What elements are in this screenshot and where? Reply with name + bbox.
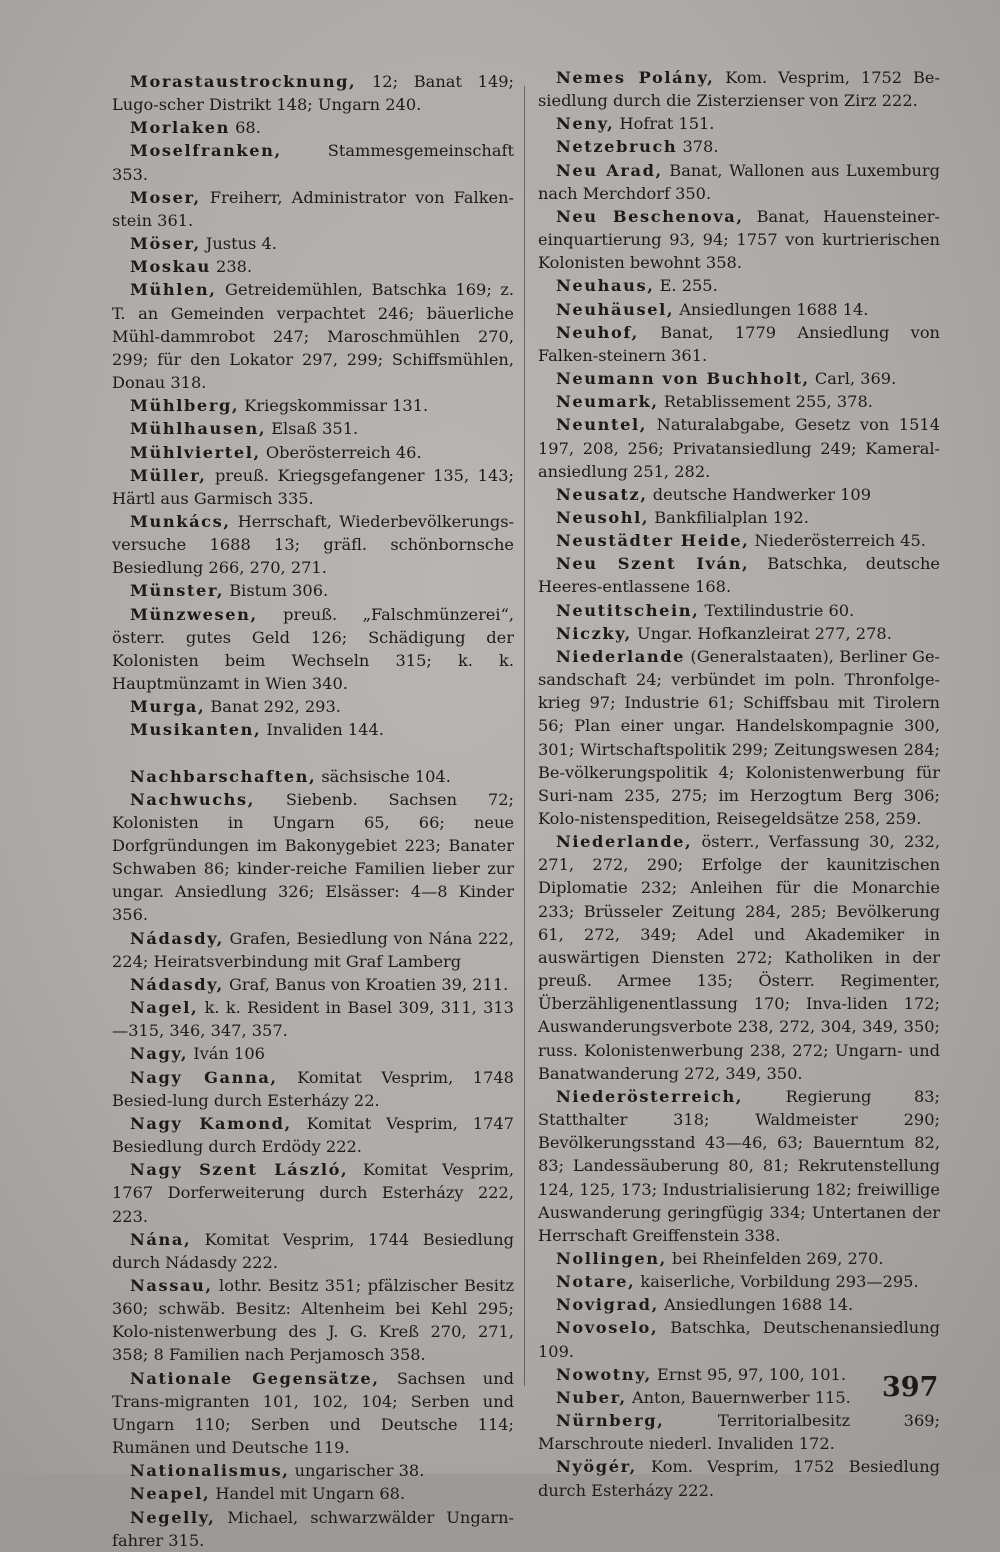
index-entry (112, 1367, 514, 1460)
entry-keyword: Nagy, (130, 1044, 189, 1064)
entry-keyword: Moskau (130, 257, 211, 277)
entry-details: Komitat Vesprim, 1767 Dorferweiterung durch Esterházy 222, 223. (112, 1160, 514, 1226)
index-entry (538, 1409, 940, 1455)
entry-keyword: Mühlviertel, (130, 442, 261, 462)
entry-keyword: Neusatz, (556, 484, 648, 504)
entry-keyword: Neustädter Heide, (556, 531, 750, 551)
right-column (538, 66, 940, 1502)
entry-keyword: Munkács, (130, 511, 231, 531)
index-entry (112, 464, 514, 510)
entry-details: 238. (210, 257, 253, 277)
index-entry (112, 1459, 514, 1482)
index-entry (112, 1112, 514, 1158)
entry-details: Textilindustrie 60. (699, 600, 855, 620)
entry-keyword: Nürnberg, (556, 1411, 665, 1431)
entry-details: Niederösterreich 45. (749, 531, 926, 551)
entry-details: Kom. Vesprim, 1752 Besiedlung durch Esterházy 222. (538, 1457, 940, 1500)
index-entry (538, 321, 940, 367)
index-entry (538, 1316, 940, 1362)
index-entry (112, 116, 514, 139)
entry-details: Anton, Bauernwerber 115. (626, 1387, 851, 1407)
index-entry (112, 1228, 514, 1274)
entry-keyword: Neumark, (556, 392, 659, 412)
index-entry (538, 135, 940, 158)
entry-keyword: Notare, (556, 1272, 636, 1292)
entry-details: Komitat Vesprim, 1747 Besiedlung durch Erdödy 222. (112, 1113, 514, 1157)
entry-details: deutsche Handwerker 109 (647, 484, 872, 504)
entry-keyword: Morlaken (130, 118, 230, 138)
column-divider (524, 86, 525, 1386)
entry-keyword: Neumann von Buchholt, (556, 369, 810, 389)
entry-keyword: Nádasdy, (130, 928, 224, 948)
entry-keyword: Nuber, (556, 1387, 627, 1407)
entry-keyword: Neutitschein, (556, 600, 700, 620)
entry-keyword: Neuntel, (556, 415, 647, 435)
index-entry (538, 622, 940, 645)
entry-keyword: Nána, (130, 1229, 192, 1249)
entry-details: Carl, 369. (809, 369, 897, 389)
entry-details: Banat, Wallonen aus Luxemburg nach Merchdorf 350. (538, 160, 940, 203)
entry-details: Naturalabgabe, Gesetz von 1514 197, 208, 256; Privatansiedlung 249; Kameral-ansiedlung 251, 282. (538, 415, 940, 481)
entry-details: Getreidemühlen, Batschka 169; z. T. an Gemeinden verpachtet 246; bäuerliche Mühl-dammrobot 247; Maroschmühlen 270, 299; für den Lokator 297, 299; Schiffsmühlen, Donau 318. (112, 280, 514, 393)
entry-details: Herrschaft, Wiederbevölkerungs-versuche 1688 13; gräfl. schönbornsche Besiedlung 266, 270, 271. (112, 511, 514, 578)
entry-keyword: Nagy Szent László, (130, 1160, 349, 1180)
entry-keyword: Neuhof, (556, 322, 639, 342)
index-entry (538, 645, 940, 830)
entry-keyword: Nowotny, (556, 1364, 652, 1384)
entry-keyword: Negelly, (130, 1507, 216, 1527)
entry-details: Batschka, Deutschenansiedlung 109. (538, 1318, 940, 1361)
index-entry (112, 927, 514, 973)
entry-keyword: Nassau, (130, 1275, 213, 1295)
index-entry (112, 603, 514, 696)
entry-details: Retablissement 255, 378. (658, 392, 873, 412)
entry-keyword: Nádasdy, (130, 974, 224, 994)
entry-details: Komitat Vesprim, 1748 Besied-lung durch Esterházy 22. (112, 1067, 514, 1110)
index-entry (538, 1085, 940, 1247)
entry-details: Ernst 95, 97, 100, 101. (651, 1364, 846, 1384)
entry-details: Ansiedlungen 1688 14. (674, 299, 869, 319)
index-entry (538, 413, 940, 482)
entry-details: k. k. Resident in Basel 309, 311, 313—315, 346, 347, 357. (112, 998, 514, 1041)
entry-details: Invaliden 144. (261, 720, 384, 740)
index-entry (112, 1482, 514, 1505)
index-entry (112, 1158, 514, 1227)
entry-details: Iván 106 (188, 1044, 265, 1064)
entry-keyword: Moser, (130, 187, 201, 207)
entry-keyword: Münzwesen, (130, 604, 258, 624)
entry-details: Banat 292, 293. (205, 697, 341, 717)
entry-details: Siebenb. Sachsen 72; Kolonisten in Ungarn 65, 66; neue Dorfgründungen im Bakonygebiet 223; Banater Schwaben 86; kinder-reiche Familien lieber zur ungar. Ansiedlung 326; Elsässer: 4—8 Kinder 356. (112, 789, 514, 925)
index-entry (538, 1247, 940, 1270)
entry-details: (Generalstaaten), Berliner Ge-sandschaft 24; verbündet im poln. Thronfolge-krieg 97; Industrie 61; Schiffsbau mit Tirolern 56; Plan einer ungar. Handelskompagnie 300, 301; Wirtschaftspolitik 299; Zeitungswesen 284; Be-völkerungspolitik 4; Kolonistenwerbung für Suri-nam 235, 275; im Herzogtum Berg 306; Kolo-nistenspedition, Reisegeldsätze 258, 259. (538, 646, 940, 828)
index-entry (538, 390, 940, 413)
index-entry (538, 1363, 940, 1386)
index-entry (538, 1270, 940, 1293)
index-entry (538, 112, 940, 135)
index-entry (538, 506, 940, 529)
entry-details: Komitat Vesprim, 1744 Besiedlung durch Nádasdy 222. (112, 1229, 514, 1272)
entry-keyword: Neny, (556, 114, 615, 134)
entry-details: bei Rheinfelden 269, 270. (666, 1248, 884, 1268)
entry-details: Sachsen und Trans-migranten 101, 102, 104; Serben und Ungarn 110; Serben und Deutsche 114; Rumänen und Deutsche 119. (112, 1368, 514, 1458)
entry-keyword: Mühlberg, (130, 396, 240, 416)
entry-details: preuß. Kriegsgefangener 135, 143; Härtl aus Garmisch 335. (112, 465, 514, 508)
entry-keyword: Niczky, (556, 623, 632, 643)
entry-details: kaiserliche, Vorbildung 293—295. (635, 1272, 919, 1292)
index-entry (112, 510, 514, 579)
index-entry (112, 186, 514, 232)
entry-details: ungarischer 38. (289, 1461, 425, 1481)
entry-keyword: Neu Beschenova, (556, 206, 744, 226)
index-entry (538, 1293, 940, 1316)
entry-keyword: Nationalismus, (130, 1461, 290, 1481)
entry-details: österr., Verfassung 30, 232, 271, 272, 290; Erfolge der kaunitzischen Diplomatie 232; Anleihen für die Monarchie 233; Brüsseler Zeitung 284, 285; Bevölkerung 61, 272, 349; Adel und Akademiker in auswärtigen Diensten 272; Katholiken in der preuß. Armee 135; Österr. Regimenter, Überzähligenentlassung 170; Inva-liden 172; Auswanderungsverbote 238, 272, 304, 349, 350; russ. Kolonistenwerbung 238, 272; Ungarn- und Banatwanderung 272, 349, 350. (538, 832, 940, 1083)
entry-keyword: Neuhaus, (556, 276, 655, 296)
index-entry (538, 1386, 940, 1409)
entry-details: Elsaß 351. (266, 419, 359, 439)
entry-details: 12; Banat 149; Lugo-scher Distrikt 148; Ungarn 240. (112, 72, 514, 115)
index-entry (112, 1506, 514, 1552)
entry-details: Territorialbesitz 369; Marschroute niederl. Invaliden 172. (538, 1411, 940, 1454)
entry-keyword: Niederlande, (556, 832, 693, 852)
entry-details: Bistum 306. (224, 581, 329, 601)
index-entry (112, 278, 514, 394)
entry-keyword: Nachbarschaften, (130, 766, 317, 786)
entry-keyword: Neuhäusel, (556, 299, 675, 319)
entry-details: Stammesgemeinschaft 353. (112, 141, 514, 184)
index-entry (538, 599, 940, 622)
index-entry (112, 417, 514, 440)
entry-keyword: Niederösterreich, (556, 1086, 744, 1106)
entry-details: Handel mit Ungarn 68. (210, 1484, 406, 1504)
index-entry (112, 765, 514, 788)
index-entry (112, 1066, 514, 1112)
entry-details: Ungar. Hofkanzleirat 277, 278. (631, 623, 892, 643)
entry-details: 378. (677, 137, 719, 157)
entry-details: Bankfilialplan 192. (649, 507, 809, 527)
entry-details: Freiherr, Administrator von Falken-stein 361. (112, 187, 514, 230)
entry-details: sächsische 104. (316, 766, 451, 786)
index-entry (112, 996, 514, 1042)
left-column (112, 70, 514, 1552)
index-entry (112, 579, 514, 602)
entry-keyword: Netzebruch (556, 137, 678, 157)
entry-details: Ansiedlungen 1688 14. (658, 1295, 854, 1315)
entry-keyword: Münster, (130, 581, 225, 601)
entry-details: lothr. Besitz 351; pfälzischer Besitz 360; schwäb. Besitz: Altenheim bei Kehl 295; Kolo-nistenwerbung des J. G. Kreß 270, 271, 358; 8 Familien nach Perjamosch 358. (112, 1275, 514, 1365)
entry-keyword: Nagy Kamond, (130, 1113, 292, 1133)
index-entry (538, 367, 940, 390)
entry-keyword: Nemes Polány, (556, 68, 715, 87)
entry-keyword: Nationale Gegensätze, (130, 1368, 380, 1388)
entry-keyword: Neapel, (130, 1484, 211, 1504)
index-entry (538, 1455, 940, 1501)
entry-keyword: Nachwuchs, (130, 789, 255, 809)
entry-keyword: Morastaustrocknung, (130, 72, 357, 91)
entry-details: Oberösterreich 46. (260, 442, 422, 462)
entry-keyword: Novoselo, (556, 1318, 659, 1338)
entry-keyword: Neu Szent Iván, (556, 554, 750, 574)
entry-details: Graf, Banus von Kroatien 39, 211. (223, 974, 509, 994)
entry-keyword: Murga, (130, 697, 206, 717)
index-entry (538, 205, 940, 274)
page-number: 397 (882, 1372, 939, 1403)
index-entry (112, 255, 514, 278)
index-entry (112, 232, 514, 255)
index-entry (112, 695, 514, 718)
entry-keyword: Moselfranken, (130, 141, 282, 161)
entry-details: Grafen, Besiedlung von Nána 222, 224; Heiratsverbindung mit Graf Lamberg (112, 928, 514, 971)
entry-details: Hofrat 151. (614, 114, 715, 134)
index-entry (112, 788, 514, 927)
index-entry (112, 973, 514, 996)
entry-details: E. 255. (654, 276, 718, 296)
entry-details: Justus 4. (200, 234, 277, 254)
entry-keyword: Möser, (130, 234, 201, 254)
entry-keyword: Nyögér, (556, 1457, 637, 1477)
index-entry (112, 394, 514, 417)
index-entry (538, 274, 940, 297)
index-entry (112, 70, 514, 116)
index-entry (538, 159, 940, 205)
entry-details: Kriegskommissar 131. (239, 396, 429, 416)
entry-keyword: Mühlen, (130, 280, 217, 300)
entry-keyword: Nagy Ganna, (130, 1067, 278, 1087)
entry-keyword: Müller, (130, 465, 207, 485)
index-entry (112, 718, 514, 741)
entry-details: Regierung 83; Statthalter 318; Waldmeister 290; Bevölkerungsstand 43—46, 63; Bauerntum 82, 83; Landessäuberung 80, 81; Rekrutenstellung 124, 125, 173; Industrialisierung 182; freiwillige Auswanderung geringfügig 334; Untertanen der Herrschaft Greiffenstein 338. (538, 1086, 940, 1245)
entry-details: Michael, schwarzwälder Ungarn-fahrer 315. (112, 1507, 514, 1550)
index-entry (112, 1042, 514, 1065)
index-entry (538, 483, 940, 506)
index-entry (112, 139, 514, 185)
index-entry (538, 529, 940, 552)
entry-keyword: Nollingen, (556, 1248, 667, 1268)
entry-details: 68. (229, 118, 261, 138)
entry-keyword: Neusohl, (556, 507, 650, 527)
entry-keyword: Musikanten, (130, 720, 262, 740)
entry-keyword: Novigrad, (556, 1295, 659, 1315)
index-entry (538, 830, 940, 1085)
index-entry (538, 66, 940, 112)
entry-details: Batschka, deutsche Heeres-entlassene 168. (538, 554, 940, 597)
index-entry (112, 1274, 514, 1367)
entry-keyword: Neu Arad, (556, 160, 663, 180)
entry-details: Banat, Hauensteiner-einquartierung 93, 94; 1757 von kurtrierischen Kolonisten bewohnt 358. (538, 206, 940, 273)
entry-keyword: Niederlande (556, 646, 686, 666)
entry-details: Kom. Vesprim, 1752 Be-siedlung durch die Zisterzienser von Zirz 222. (538, 68, 940, 111)
entry-details: preuß. „Falschmünzerei“, österr. gutes Geld 126; Schädigung der Kolonisten beim Wechseln 315; k. k. Hauptmünzamt in Wien 340. (112, 604, 514, 694)
entry-keyword: Nagel, (130, 998, 199, 1018)
entry-details: Banat, 1779 Ansiedlung von Falken-steinern 361. (538, 322, 940, 365)
entry-keyword: Mühlhausen, (130, 419, 267, 439)
index-entry (538, 298, 940, 321)
index-entry (112, 441, 514, 464)
index-entry (538, 552, 940, 598)
